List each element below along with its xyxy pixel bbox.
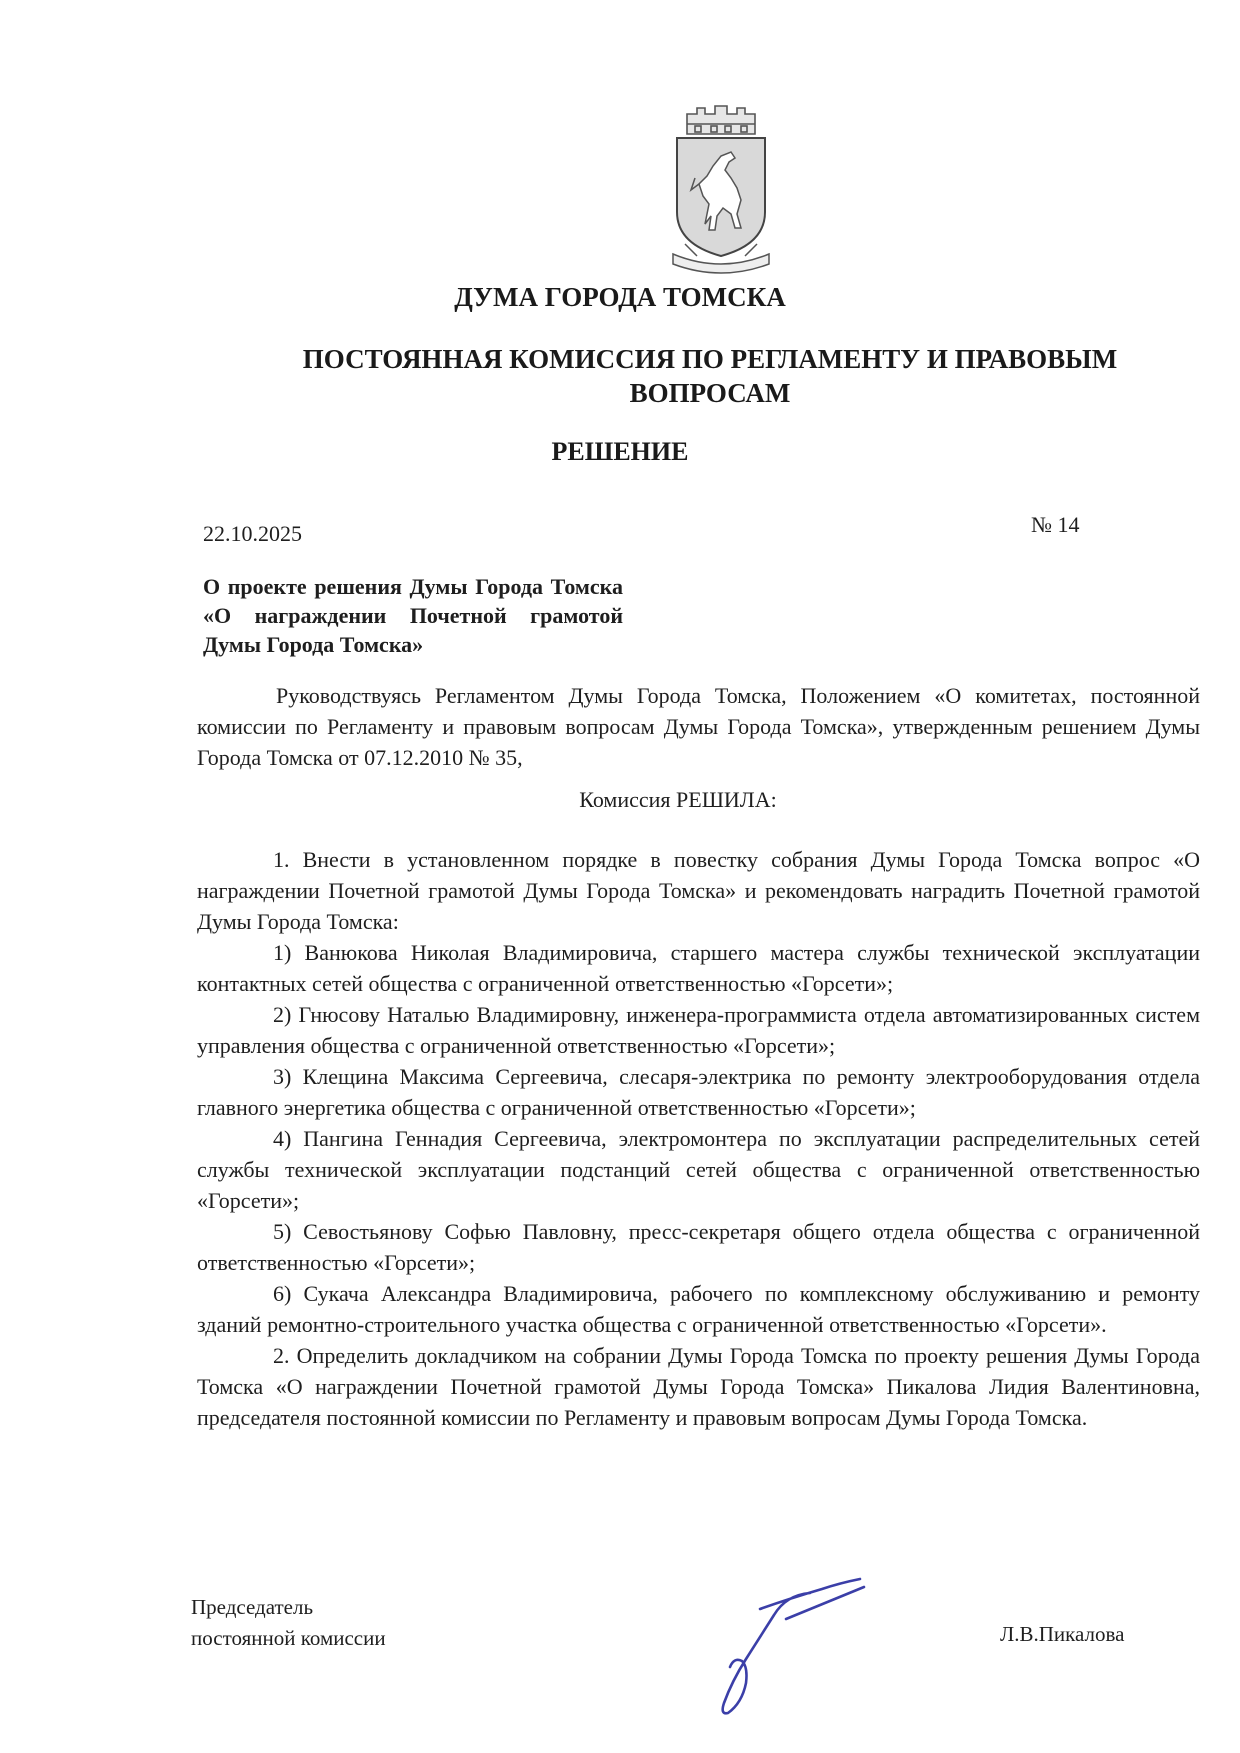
resolved-heading: Комиссия РЕШИЛА: — [579, 787, 777, 812]
list-item: 4) Пангина Геннадия Сергеевича, электромонтера по эксплуатации распределительных сетей службы технической эксплуатации подстанций сетей общества с ограниченной ответственностью «Горсети»; — [197, 1126, 1200, 1213]
list-item: 5) Севостьянову Софью Павловну, пресс-секретаря общего отдела общества с ограниченной ответственностью «Горсети»; — [197, 1219, 1200, 1275]
list-item: 2) Гнюсову Наталью Владимировну, инженера-программиста отдела автоматизированных систем управления общества с ограниченной ответственностью «Горсети»; — [197, 1002, 1200, 1058]
signatory-title-line1: Председатель — [191, 1595, 314, 1619]
document-date: 22.10.2025 — [203, 521, 302, 546]
coat-of-arms-emblem — [665, 104, 777, 274]
clause-2: 2. Определить докладчиком на собрании Думы Города Томска по проекту решения Думы Города Томска «О награждении Почетной грамотой Думы Города Томска» Пикалова Лидия Валентиновна, председателя постоянной комиссии по Регламенту и правовым вопросам Думы Города Томска. — [197, 1343, 1200, 1430]
signatory-name: Л.В.Пикалова — [1000, 1622, 1125, 1646]
org-name: ДУМА ГОРОДА ТОМСКА — [454, 282, 786, 312]
handwritten-signature — [690, 1575, 880, 1725]
signatory-title — [191, 1592, 386, 1654]
list-item: 1) Ванюкова Николая Владимировича, старшего мастера службы технической эксплуатации контактных сетей общества с ограниченной ответственностью «Горсети»; — [197, 940, 1200, 996]
list-item: 6) Сукача Александра Владимировича, рабочего по комплексному обслуживанию и ремонту зданий ремонтно-строительного участка общества с ограниченной ответственностью «Горсети». — [197, 1281, 1200, 1337]
document-subject: О проекте решения Думы Города Томска «О награждении Почетной грамотой Думы Города Томска» — [203, 574, 623, 657]
list-item: 3) Клещина Максима Сергеевича, слесаря-электрика по ремонту электрооборудования отдела главного энергетика общества с ограниченной ответственностью «Горсети»; — [197, 1064, 1200, 1120]
document-number: № 14 — [1031, 512, 1080, 537]
document-type: РЕШЕНИЕ — [551, 437, 689, 466]
signatory-title-line2: постоянной комиссии — [191, 1626, 386, 1650]
clause-1 — [197, 844, 1200, 1433]
clause-1-text: 1. Внести в установленном порядке в повестку собрания Думы Города Томска вопрос «О награждении Почетной грамотой Думы Города Томска» и рекомендовать наградить Почетной грамотой Думы Города Томска: — [197, 847, 1200, 934]
commission-title: ПОСТОЯННАЯ КОМИССИЯ ПО РЕГЛАМЕНТУ И ПРАВОВЫМ ВОПРОСАМ — [302, 344, 1118, 408]
intro-paragraph: Руководствуясь Регламентом Думы Города Томска, Положением «О комитетах, постоянной комиссии по Регламенту и правовым вопросам Думы Города Томска», утвержденным решением Думы Города Томска от 07.12.2010 № 35, — [197, 683, 1200, 770]
